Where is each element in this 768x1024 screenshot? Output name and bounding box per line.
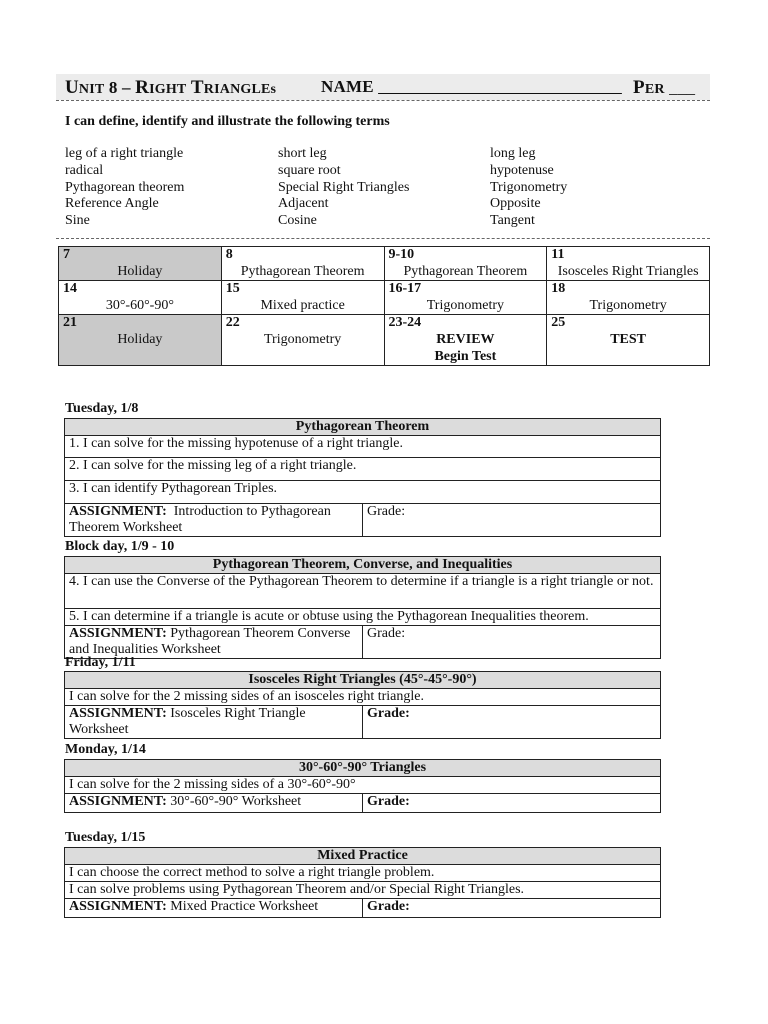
lesson-title: Mixed Practice	[65, 848, 661, 865]
objective-row: 1. I can solve for the missing hypotenuse of a right triangle.	[65, 436, 661, 458]
term: short leg	[278, 146, 327, 161]
term: radical	[65, 162, 104, 178]
term: hypotenuse	[490, 162, 554, 178]
term: Cosine	[278, 213, 317, 229]
name-field[interactable]: NAME ____________________________	[321, 77, 622, 96]
term: Sine	[65, 213, 90, 229]
calendar-cell: 22 Trigonometry	[221, 315, 384, 366]
grade-cell[interactable]: Grade:	[363, 504, 661, 537]
unit-title: UNIT 8 – RIGHT TRIANGLEs	[65, 77, 277, 98]
assignment-cell: ASSIGNMENT: Introduction to Pythagorean Theorem Worksheet	[65, 504, 363, 537]
objective-row: 2. I can solve for the missing leg of a right triangle.	[65, 458, 661, 481]
terms-column-1	[65, 146, 184, 230]
calendar-cell: 23-24 REVIEW Begin Test	[384, 315, 547, 366]
calendar-cell: 14 30°-60°-90°	[59, 281, 222, 315]
grade-cell[interactable]: Grade:	[363, 794, 661, 813]
term: leg of a right triangle	[65, 146, 184, 161]
unit-calendar	[58, 246, 710, 366]
terms-intro: I can define, identify and illustrate the following terms	[65, 114, 390, 129]
term: Reference Angle	[65, 196, 159, 212]
objective-row: I can solve for the 2 missing sides of an isosceles right triangle.	[65, 689, 661, 706]
calendar-cell: 8 Pythagorean Theorem	[221, 247, 384, 281]
term: square root	[278, 162, 341, 178]
day-label: Tuesday, 1/15	[65, 830, 146, 845]
period-field[interactable]: PER ___	[633, 77, 696, 98]
assignment-cell: ASSIGNMENT: Mixed Practice Worksheet	[65, 899, 363, 918]
calendar-cell: 25 TEST	[547, 315, 710, 366]
calendar-cell: 9-10 Pythagorean Theorem	[384, 247, 547, 281]
lesson-title: Isosceles Right Triangles (45°-45°-90°)	[65, 672, 661, 689]
calendar-cell: 7 Holiday	[59, 247, 222, 281]
lesson-title: Pythagorean Theorem	[65, 419, 661, 436]
term: Opposite	[490, 196, 541, 212]
grade-cell[interactable]: Grade:	[363, 626, 661, 659]
objective-row: 3. I can identify Pythagorean Triples.	[65, 481, 661, 504]
term: Tangent	[490, 213, 535, 229]
calendar-cell: 18 Trigonometry	[547, 281, 710, 315]
assignment-cell: ASSIGNMENT: Isosceles Right Triangle Worksheet	[65, 706, 363, 739]
day-label: Tuesday, 1/8	[65, 401, 139, 416]
term: long leg	[490, 146, 536, 161]
term: Trigonometry	[490, 179, 568, 195]
calendar-cell: 15 Mixed practice	[221, 281, 384, 315]
objective-row: I can solve for the 2 missing sides of a 30°-60°-90°	[65, 777, 661, 794]
header-divider	[56, 100, 710, 101]
lesson-table	[64, 759, 661, 813]
terms-column-2	[278, 146, 409, 230]
grade-cell[interactable]: Grade:	[363, 706, 661, 739]
lesson-table	[64, 671, 661, 739]
objective-row: 5. I can determine if a triangle is acute or obtuse using the Pythagorean Inequalities theorem.	[65, 609, 661, 626]
terms-divider	[56, 238, 710, 239]
day-label: Block day, 1/9 - 10	[65, 539, 175, 554]
term: Pythagorean theorem	[65, 179, 185, 195]
lesson-title: 30°-60°-90° Triangles	[65, 760, 661, 777]
term: Adjacent	[278, 196, 329, 212]
lesson-table	[64, 556, 661, 659]
lesson-table	[64, 418, 661, 537]
objective-row: I can choose the correct method to solve a right triangle problem.	[65, 865, 661, 882]
calendar-cell: 21 Holiday	[59, 315, 222, 366]
day-label: Monday, 1/14	[65, 742, 146, 757]
grade-cell[interactable]: Grade:	[363, 899, 661, 918]
day-label: Friday, 1/11	[65, 655, 136, 670]
calendar-cell: 16-17 Trigonometry	[384, 281, 547, 315]
objective-row: I can solve problems using Pythagorean Theorem and/or Special Right Triangles.	[65, 882, 661, 899]
assignment-cell: ASSIGNMENT: 30°-60°-90° Worksheet	[65, 794, 363, 813]
lesson-title: Pythagorean Theorem, Converse, and Inequalities	[65, 557, 661, 574]
term: Special Right Triangles	[278, 179, 410, 195]
lesson-table	[64, 847, 661, 918]
terms-column-3	[490, 146, 567, 230]
calendar-cell: 11 Isosceles Right Triangles	[547, 247, 710, 281]
objective-row: 4. I can use the Converse of the Pythagorean Theorem to determine if a triangle is a right triangle or not.	[65, 574, 661, 609]
assignment-cell: ASSIGNMENT: Pythagorean Theorem Converse and Inequalities Worksheet	[65, 626, 363, 659]
